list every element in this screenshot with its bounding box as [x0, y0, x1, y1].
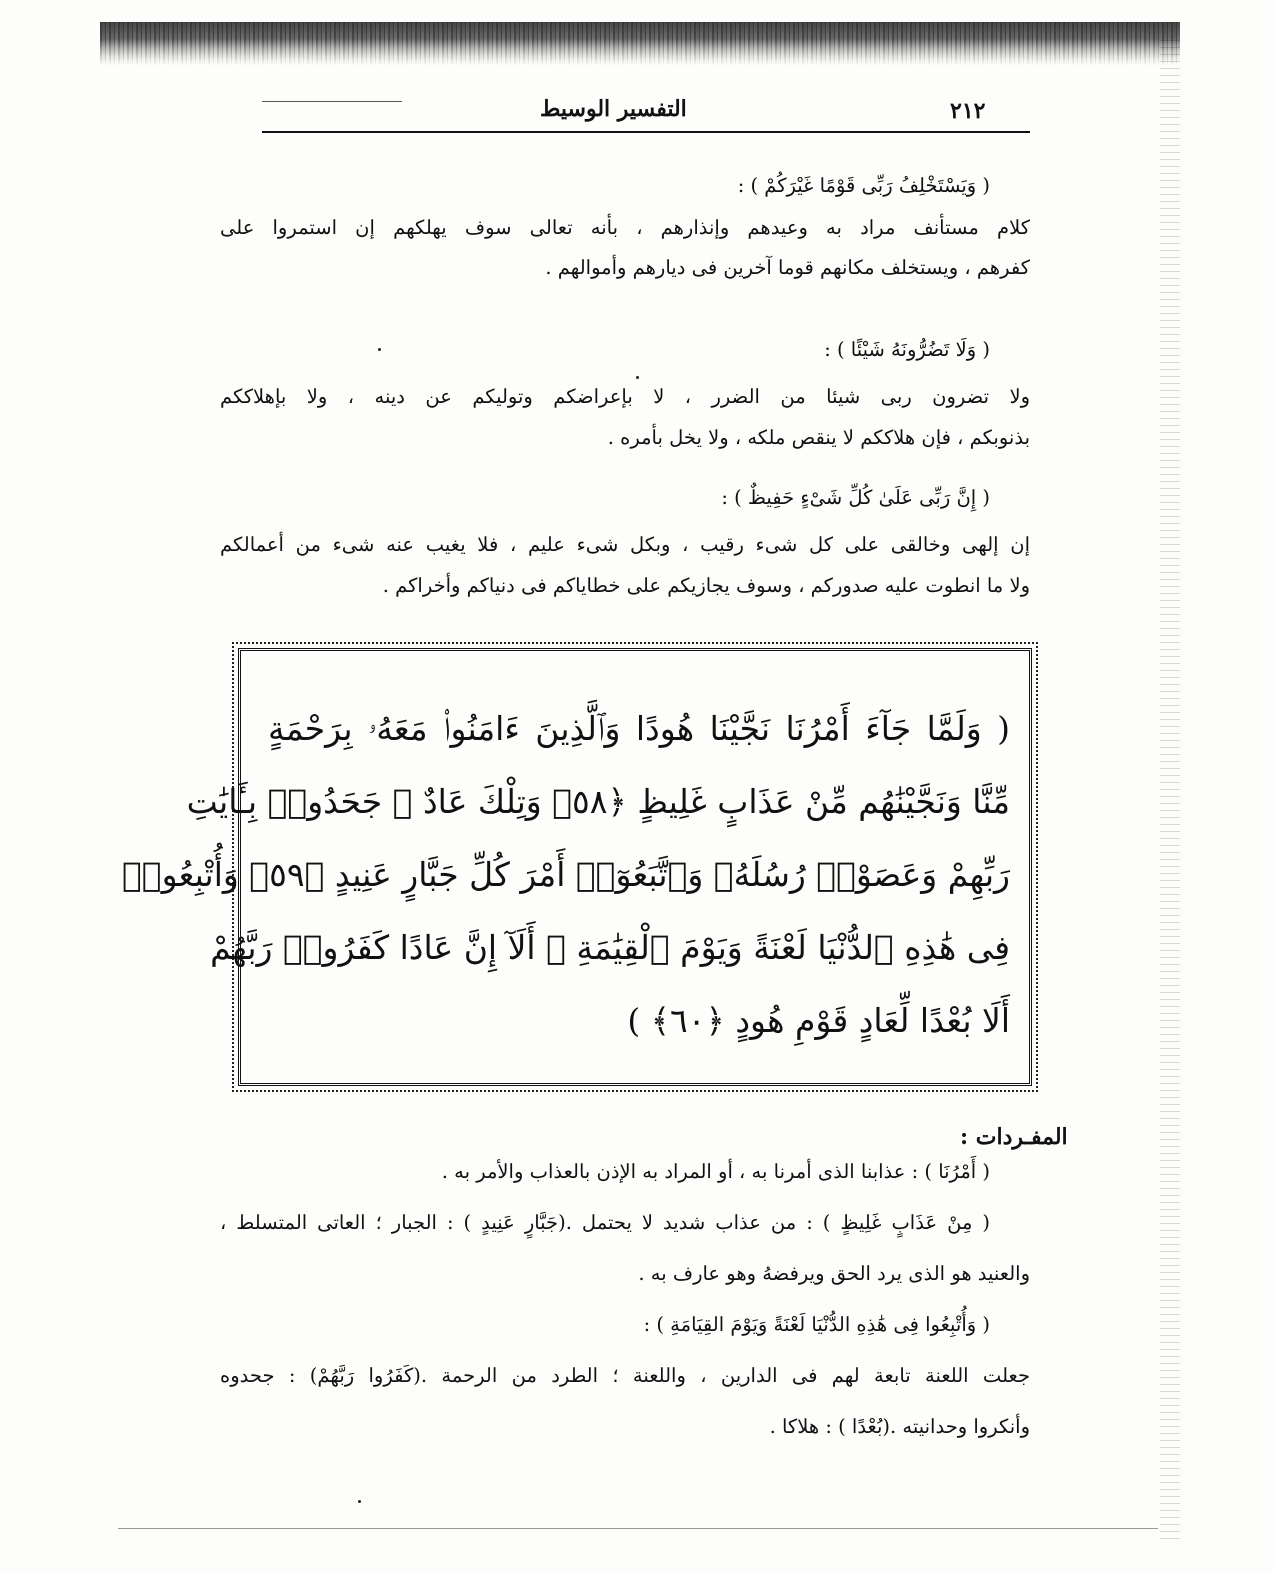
- scan-speck: [378, 348, 381, 351]
- vocabulary-line-3: والعنيد هو الذى يرد الحق ويرفضهُ وهو عارف به .: [638, 1262, 1030, 1285]
- section-3-line-1: إن إلهى وخالقى على كل شىء رقيب ، وبكل شىء عليم ، فلا يغيب عنه شىء من أعمالكم: [220, 533, 1030, 556]
- verse-line-1: ( وَلَمَّا جَآءَ أَمْرُنَا نَجَّيْنَا هُودًا وَٱلَّذِينَ ءَامَنُوا۟ مَعَهُۥ بِرَحْمَةٍ: [268, 709, 1010, 748]
- scan-speck: [636, 376, 639, 379]
- section-2-line-2: بذنوبكم ، فإن هلاككم لا ينقص ملكه ، ولا يخل بأمره .: [607, 426, 1030, 449]
- verse-line-3: رَبِّهِمْ وَعَصَوْا۟ رُسُلَهُۥ وَٱتَّبَعُوٓا۟ أَمْرَ كُلِّ جَبَّارٍ عَنِيدٍ ﴿٥٩﴾ وَأُتْبِعُوا۟: [122, 855, 1010, 894]
- running-title: التفسير الوسيط: [540, 96, 687, 122]
- section-2: [220, 330, 1030, 457]
- section-3-heading: ( إِنَّ رَبِّى عَلَىٰ كُلِّ شَىْءٍ حَفِيظٌ ) :: [721, 486, 990, 509]
- section-2-heading: ( وَلَا تَضُرُّونَهُ شَيْئًا ) :: [824, 338, 990, 361]
- section-1-line-1: كلام مستأنف مراد به وعيدهم وإنذارهم ، بأنه تعالى سوف يهلكهم إن استمروا على: [220, 216, 1030, 239]
- section-1: [220, 166, 1030, 287]
- vocabulary-line-6: وأنكروا وحدانيته .(بُعْدًا ) : هلاكا .: [769, 1415, 1030, 1438]
- vocabulary-line-2: ( مِنْ عَذَابٍ غَلِيظٍ ) : من عذاب شديد لا يحتمل .(جَبَّارٍ عَنِيدٍ ) : الجبار ؛ العاتى المتسلط ،: [220, 1211, 990, 1234]
- header-rule: [262, 131, 1030, 133]
- vocabulary: [220, 1146, 1030, 1452]
- scan-edge-top: [100, 22, 1180, 66]
- vocabulary-line-5: جعلت اللعنة تابعة لهم فى الدارين ، واللعنة ؛ الطرد من الرحمة .(كَفَرُوا رَبَّهُمْ) : جحدوه: [220, 1364, 1030, 1387]
- page-number: ٢١٢: [950, 98, 986, 124]
- bottom-scan-edge: [118, 1528, 1158, 1529]
- section-2-line-1: ولا تضرون ربى شيئا من الضرر ، لا بإعراضكم وتوليكم عن دينه ، ولا بإهلاككم: [220, 385, 1030, 408]
- verse-line-4: فِى هَٰذِهِ ٱلدُّنْيَا لَعْنَةً وَيَوْمَ ٱلْقِيَٰمَةِ ۗ أَلَآ إِنَّ عَادًا كَفَرُوا۟ رَبَّهُمْ: [210, 928, 1010, 967]
- scan-edge-right: [1160, 40, 1180, 1540]
- scan-speck: [358, 1500, 361, 1503]
- section-1-line-2: كفرهم ، ويستخلف مكانهم قوما آخرين فى ديارهم وأموالهم .: [545, 256, 1030, 279]
- vocabulary-line-4: ( وَأُتْبِعُوا فِى هَٰذِهِ الدُّنْيَا لَعْنَةً وَيَوْمَ القِيَامَةِ ) :: [643, 1313, 990, 1336]
- vocabulary-line-1: ( أَمْرُنَا ) : عذابنا الذى أمرنا به ، أو المراد به الإذن بالعذاب والأمر به .: [441, 1160, 990, 1183]
- verse-text: [122, 692, 1010, 1057]
- verse-line-2: مِّنَّا وَنَجَّيْنَٰهُم مِّنْ عَذَابٍ غَلِيظٍ ﴿٥٨﴾ وَتِلْكَ عَادٌ ۖ جَحَدُوا۟ بِـَٔايَٰتِ: [186, 782, 1010, 821]
- vocabulary-heading: المفـردات :: [960, 1124, 1068, 1150]
- section-3-line-2: ولا ما انطوت عليه صدوركم ، وسوف يجازيكم على خطاياكم فى دنياكم وأخراكم .: [382, 574, 1030, 597]
- section-3: [220, 478, 1030, 605]
- verse-line-5: أَلَا بُعْدًا لِّعَادٍ قَوْمِ هُودٍ ﴿٦٠﴾ ): [627, 1001, 1010, 1040]
- section-1-heading: ( وَيَسْتَخْلِفُ رَبِّى قَوْمًا غَيْرَكُمْ ) :: [737, 174, 990, 197]
- header-short-rule: [262, 101, 402, 102]
